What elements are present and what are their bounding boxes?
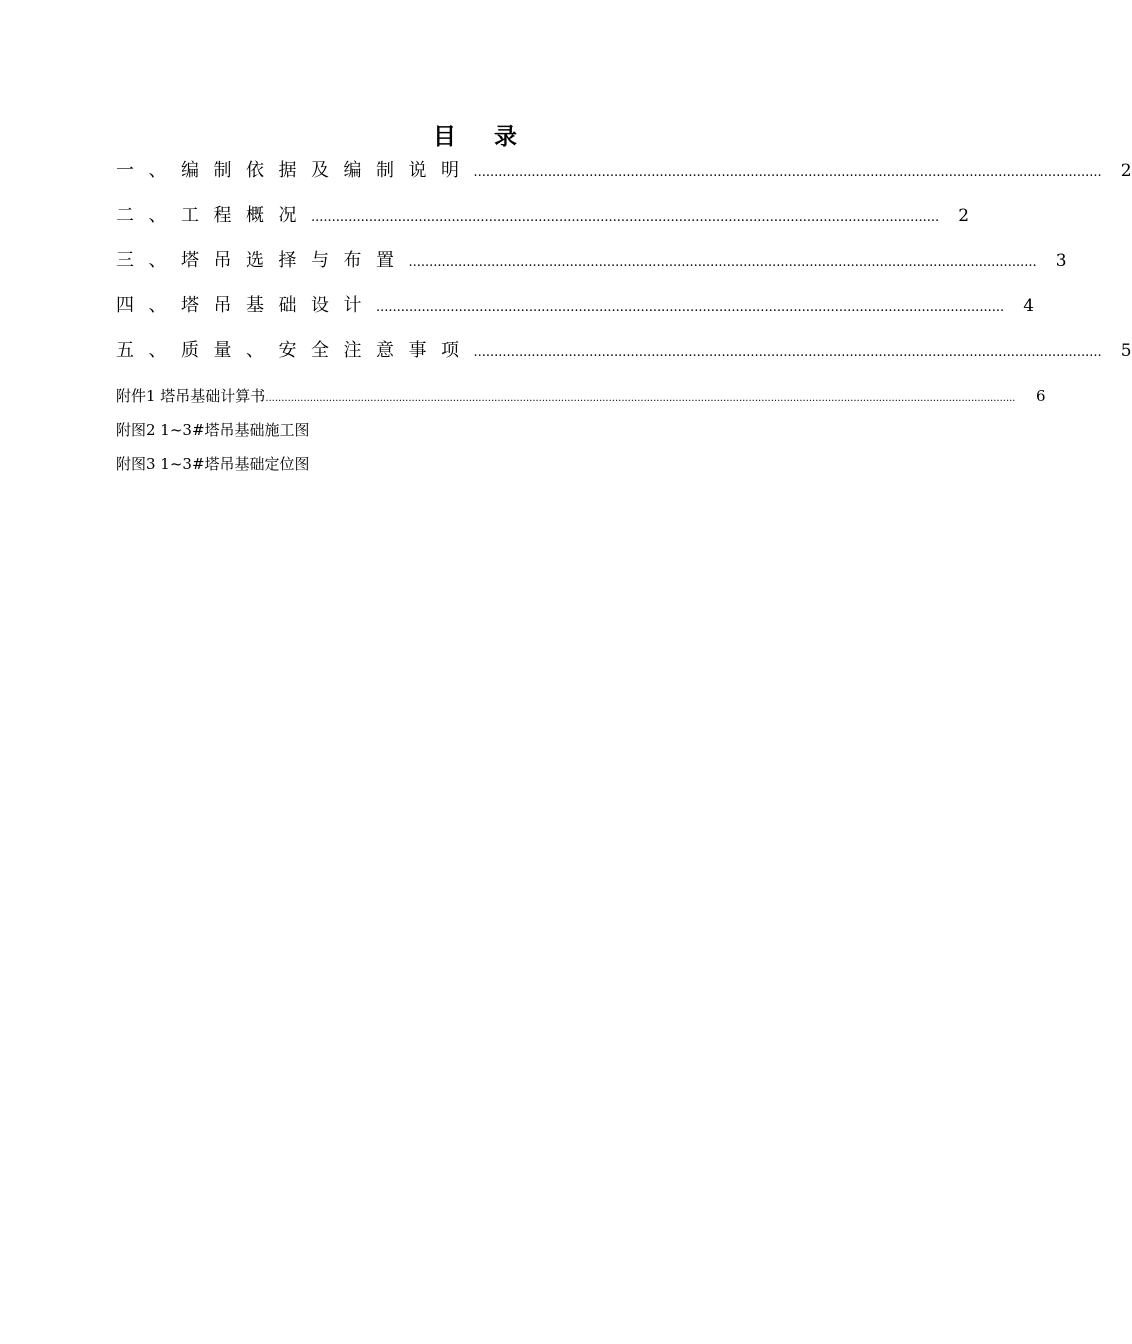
- toc-entry-label: 一、编制依据及编制说明: [116, 160, 474, 181]
- toc-leader-dots: ........................................................................................................................................................: [376, 300, 1005, 315]
- toc-page-number: 4: [1023, 296, 1035, 316]
- toc-page-number: 2: [1120, 161, 1132, 181]
- toc-appendix-3[interactable]: 附图3 1~3#塔吊基础定位图: [116, 455, 310, 473]
- toc-appendix-1[interactable]: [116, 384, 1046, 408]
- toc-entry-label: 四、塔吊基础设计: [116, 295, 376, 316]
- toc-appendix-2[interactable]: 附图2 1~3#塔吊基础施工图: [116, 421, 310, 439]
- toc-entry-label: 附件1 塔吊基础计算书: [116, 387, 266, 405]
- toc-entry-label: 二、工程概况: [116, 205, 311, 226]
- toc-entry-label: 三、塔吊选择与布置: [116, 250, 409, 271]
- toc-leader-dots: ............................................................................................................................................................................................................................................: [265, 393, 1016, 404]
- toc-entry-1[interactable]: [116, 156, 1132, 186]
- toc-leader-dots: ........................................................................................................................................................: [311, 210, 940, 225]
- toc-leader-dots: ........................................................................................................................................................: [408, 255, 1037, 270]
- toc-page-number: 2: [958, 206, 970, 226]
- toc-page-number: 6: [1035, 387, 1046, 405]
- toc-entry-3[interactable]: [116, 246, 1067, 276]
- toc-entry-4[interactable]: [116, 291, 1035, 321]
- toc-page-number: 3: [1055, 251, 1067, 271]
- toc-entry-5[interactable]: [116, 336, 1132, 366]
- toc-entry-2[interactable]: [116, 201, 970, 231]
- page-title: 目录: [433, 124, 555, 150]
- toc-page-number: 5: [1120, 341, 1132, 361]
- toc-leader-dots: ........................................................................................................................................................: [473, 345, 1102, 360]
- toc-entry-label: 五、质量、安全注意事项: [116, 340, 474, 361]
- toc-leader-dots: ........................................................................................................................................................: [473, 165, 1102, 180]
